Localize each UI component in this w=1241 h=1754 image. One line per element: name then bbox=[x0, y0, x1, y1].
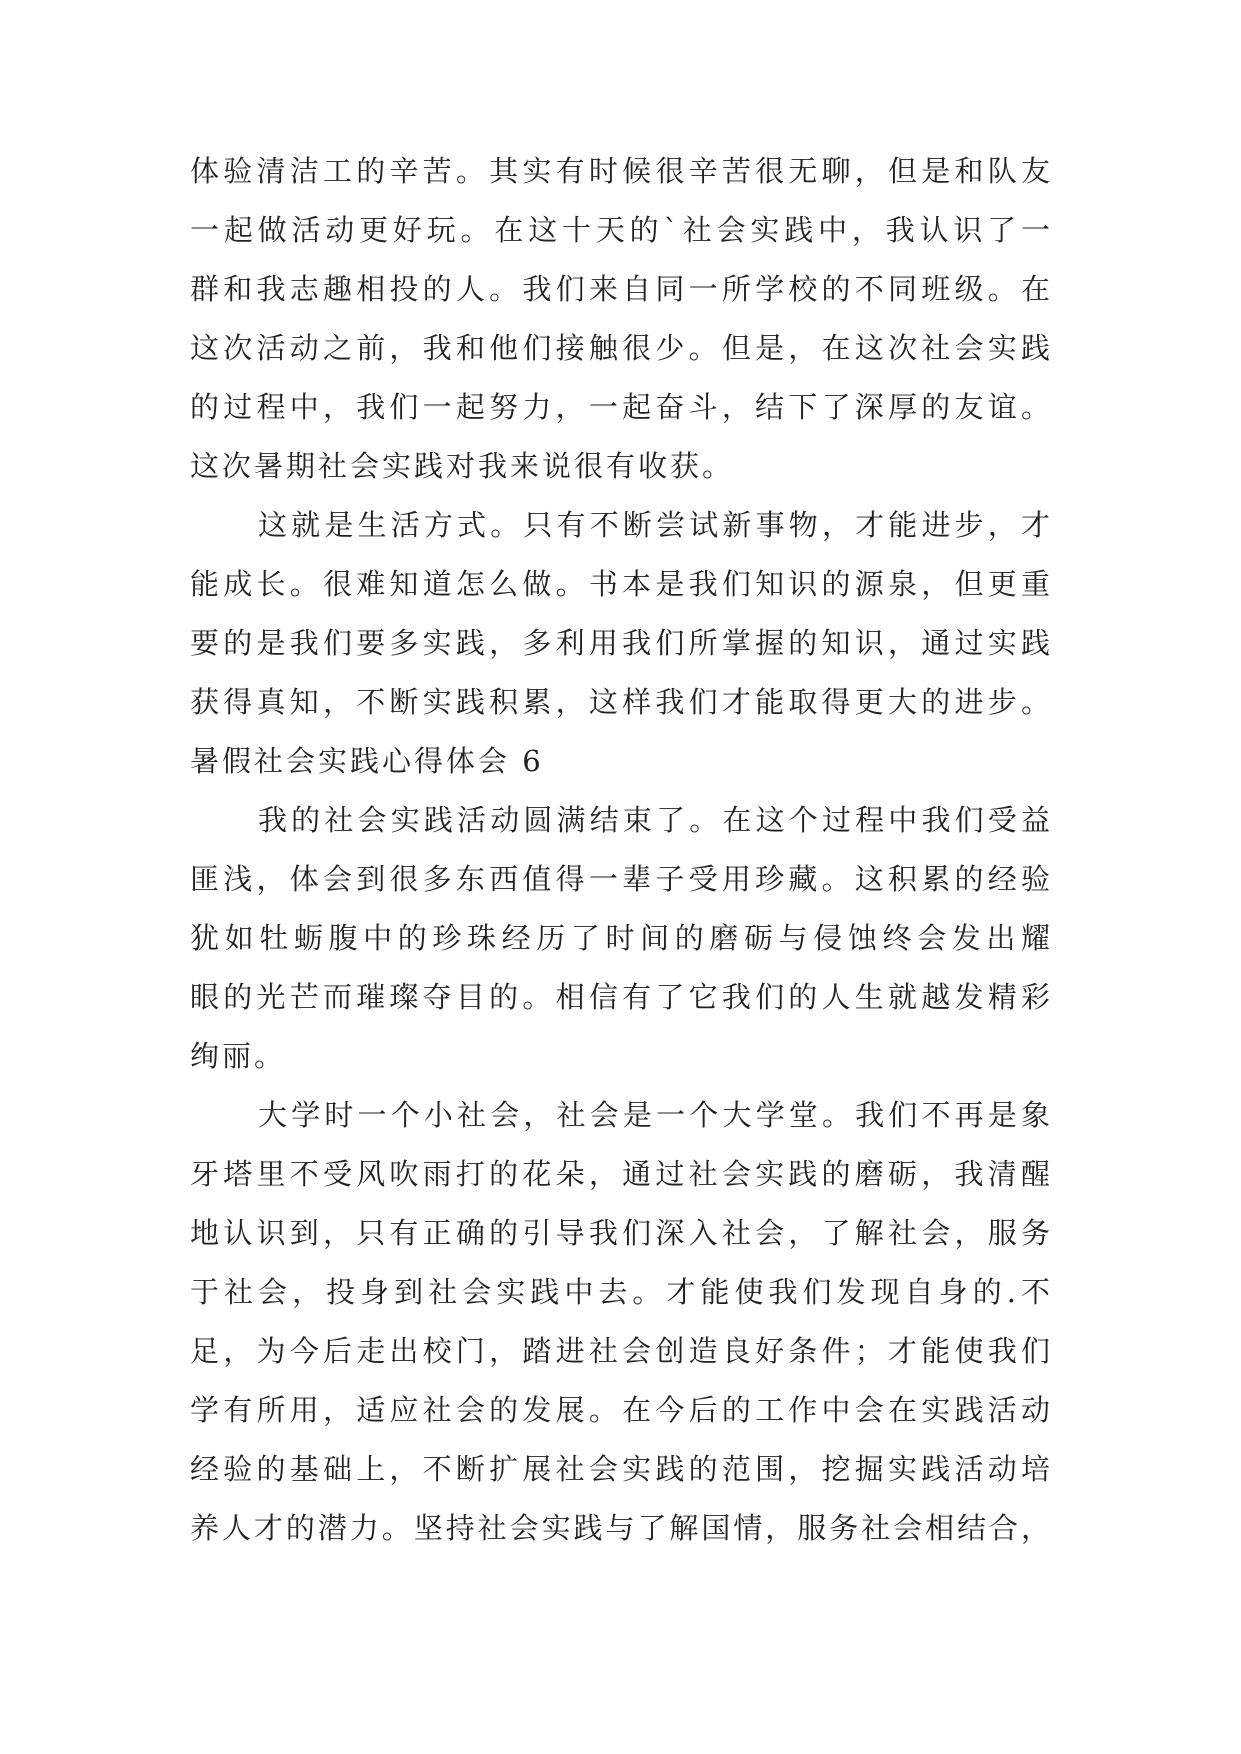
text-line: 这次活动之前，我和他们接触很少。但是，在这次社会实践 bbox=[190, 331, 1050, 365]
text-line: 获得真知，不断实践积累，这样我们才能取得更大的进步。 bbox=[190, 685, 1050, 719]
text-line: 匪浅，体会到很多东西值得一辈子受用珍藏。这积累的经验 bbox=[190, 862, 1050, 896]
text-line: 能成长。很难知道怎么做。书本是我们知识的源泉，但更重 bbox=[190, 567, 1050, 601]
text-line: 犹如牡蛎腹中的珍珠经历了时间的磨砺与侵蚀终会发出耀 bbox=[190, 921, 1050, 955]
paragraph-first-line: 这就是生活方式。只有不断尝试新事物，才能进步，才 bbox=[258, 508, 1050, 542]
text-line: 经验的基础上，不断扩展社会实践的范围，挖掘实践活动培 bbox=[190, 1452, 1050, 1486]
text-line: 的过程中，我们一起努力，一起奋斗，结下了深厚的友谊。 bbox=[190, 390, 1050, 424]
text-line: 养人才的潜力。坚持社会实践与了解国情，服务社会相结合， bbox=[190, 1511, 1050, 1545]
section-heading: 暑假社会实践心得体会 6 bbox=[190, 744, 544, 778]
text-line: 于社会，投身到社会实践中去。才能使我们发现自身的.不 bbox=[190, 1275, 1050, 1309]
text-line: 体验清洁工的辛苦。其实有时候很辛苦很无聊，但是和队友 bbox=[190, 154, 1050, 188]
text-line: 要的是我们要多实践，多利用我们所掌握的知识，通过实践 bbox=[190, 626, 1050, 660]
text-line: 学有所用，适应社会的发展。在今后的工作中会在实践活动 bbox=[190, 1393, 1050, 1427]
text-line: 这次暑期社会实践对我来说很有收获。 bbox=[190, 449, 735, 483]
text-line: 地认识到，只有正确的引导我们深入社会，了解社会，服务 bbox=[190, 1216, 1050, 1250]
text-line: 眼的光芒而璀璨夺目的。相信有了它我们的人生就越发精彩 bbox=[190, 980, 1050, 1014]
paragraph-first-line: 我的社会实践活动圆满结束了。在这个过程中我们受益 bbox=[258, 803, 1050, 837]
text-line: 牙塔里不受风吹雨打的花朵，通过社会实践的磨砺，我清醒 bbox=[190, 1157, 1050, 1191]
text-line: 一起做活动更好玩。在这十天的`社会实践中，我认识了一 bbox=[190, 213, 1050, 247]
text-line: 足，为今后走出校门，踏进社会创造良好条件；才能使我们 bbox=[190, 1334, 1050, 1368]
text-line: 群和我志趣相投的人。我们来自同一所学校的不同班级。在 bbox=[190, 272, 1050, 306]
paragraph-first-line: 大学时一个小社会，社会是一个大学堂。我们不再是象 bbox=[258, 1098, 1050, 1132]
text-line: 绚丽。 bbox=[190, 1039, 287, 1073]
